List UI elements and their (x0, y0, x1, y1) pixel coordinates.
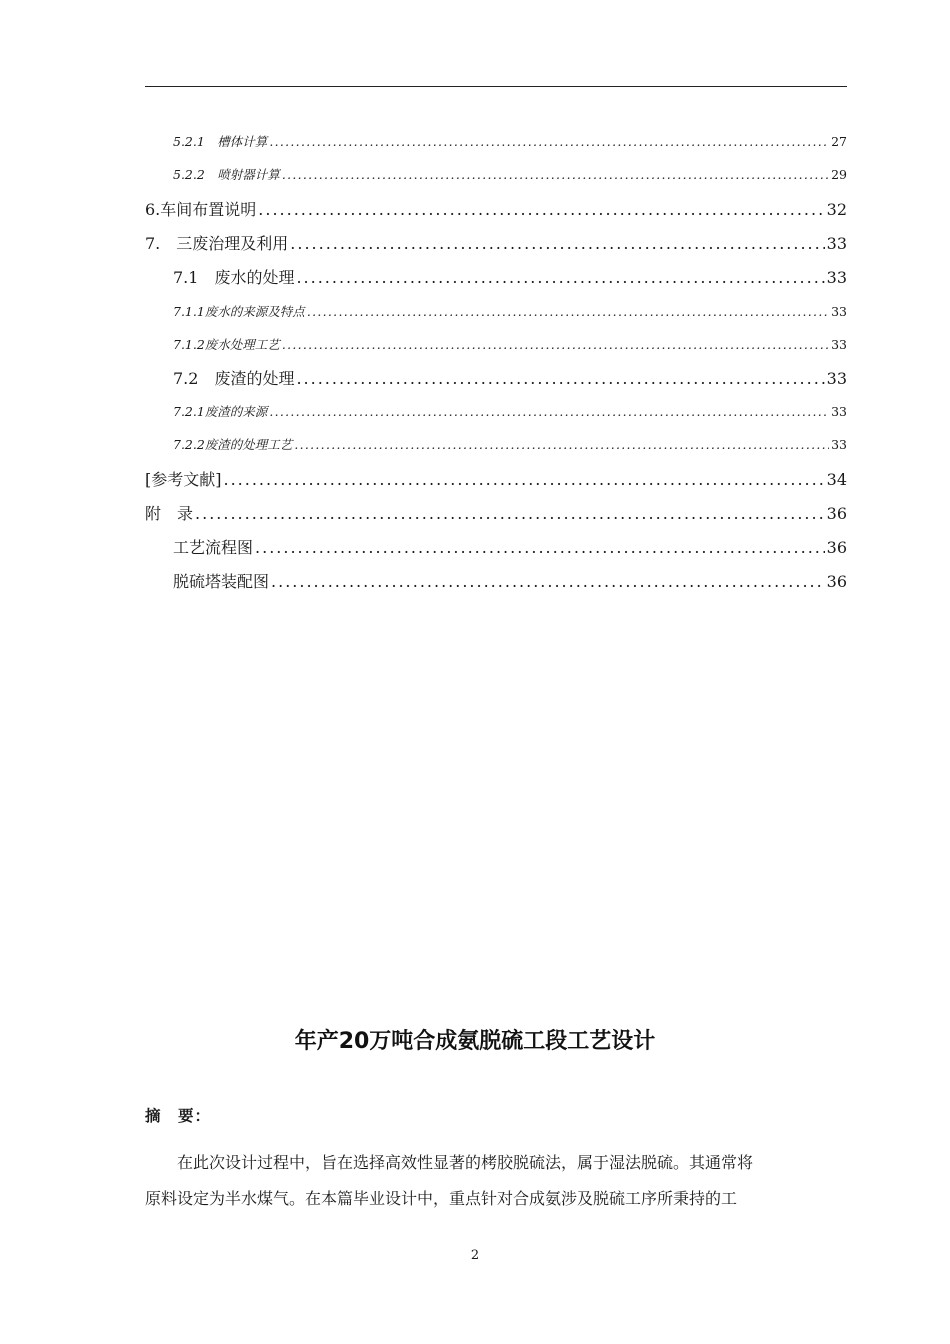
toc-entry-label: 脱硫塔装配图 (173, 572, 270, 591)
toc-entry-page: 33 (831, 404, 847, 419)
toc-entry-label: 7. 三废治理及利用 (145, 234, 289, 253)
toc-entry-page: 34 (826, 470, 847, 489)
toc-entry-label: 5.2.2 喷射器计算 (173, 167, 280, 182)
toc-entry-label: 7.1.1废水的来源及特点 (173, 304, 305, 319)
toc-leader-dots (296, 369, 824, 388)
toc-entry[interactable] (173, 569, 847, 593)
toc-entry[interactable] (145, 231, 847, 255)
toc-entry-page: 33 (826, 369, 847, 388)
toc-entry-page: 29 (831, 167, 847, 182)
toc-entry-label: 7.1 废水的处理 (173, 268, 295, 287)
abstract-label: 摘 要： (145, 1107, 212, 1125)
toc-leader-dots (255, 538, 825, 557)
toc-leader-dots (296, 268, 824, 287)
toc-entry-label: 6.车间布置说明 (145, 200, 257, 219)
toc-leader-dots (269, 404, 829, 419)
header-rule (145, 86, 847, 87)
toc-entry-label: 附 录 (145, 504, 194, 523)
toc-entry[interactable] (173, 402, 847, 420)
toc-entry-page: 33 (831, 337, 847, 352)
toc-entry-page: 33 (826, 268, 847, 287)
toc-entry-label: 7.1.2废水处理工艺 (173, 337, 280, 352)
abstract-line: 原料设定为半水煤气。在本篇毕业设计中，重点针对合成氨涉及脱硫工序所秉持的工 (145, 1189, 738, 1208)
toc-leader-dots (290, 234, 824, 253)
toc-entry-page: 36 (826, 572, 847, 591)
toc-entry-label: 工艺流程图 (173, 538, 254, 557)
toc-entry[interactable] (173, 366, 847, 390)
toc-entry[interactable] (173, 335, 847, 353)
toc-entry[interactable] (145, 501, 847, 525)
toc-entry-page: 33 (831, 304, 847, 319)
toc-entry-page: 36 (826, 538, 847, 557)
toc-leader-dots (307, 304, 829, 319)
toc-entry-page: 32 (826, 200, 847, 219)
toc-leader-dots (271, 572, 825, 591)
toc-leader-dots (294, 437, 829, 452)
toc-entry[interactable] (173, 302, 847, 320)
document-title: 年产20万吨合成氨脱硫工段工艺设计 (294, 1029, 656, 1054)
toc-entry-label: 7.2.1废渣的来源 (173, 404, 268, 419)
toc-entry-label: [参考文献] (145, 470, 222, 489)
toc-entry-label: 7.2 废渣的处理 (173, 369, 295, 388)
toc-entry-page: 33 (831, 437, 847, 452)
toc-entry[interactable] (173, 265, 847, 289)
toc-entry[interactable] (145, 197, 847, 221)
toc-leader-dots (269, 134, 829, 149)
page-number: 2 (470, 1248, 480, 1263)
toc-entry-page: 33 (826, 234, 847, 253)
toc-entry-page: 27 (831, 134, 847, 149)
toc-leader-dots (282, 337, 829, 352)
toc-entry[interactable] (173, 435, 847, 453)
toc-leader-dots (258, 200, 824, 219)
toc-leader-dots (282, 167, 829, 182)
toc-entry[interactable] (173, 535, 847, 559)
toc-entry[interactable] (173, 132, 847, 150)
toc-entry[interactable] (145, 467, 847, 491)
toc-leader-dots (195, 504, 825, 523)
toc-entry[interactable] (173, 165, 847, 183)
toc-entry-label: 7.2.2废渣的处理工艺 (173, 437, 293, 452)
toc-entry-page: 36 (826, 504, 847, 523)
abstract-line: 在此次设计过程中，旨在选择高效性显著的栲胶脱硫法，属于湿法脱硫。其通常将 (177, 1153, 754, 1172)
toc-entry-label: 5.2.1 槽体计算 (173, 134, 268, 149)
toc-leader-dots (224, 470, 825, 489)
